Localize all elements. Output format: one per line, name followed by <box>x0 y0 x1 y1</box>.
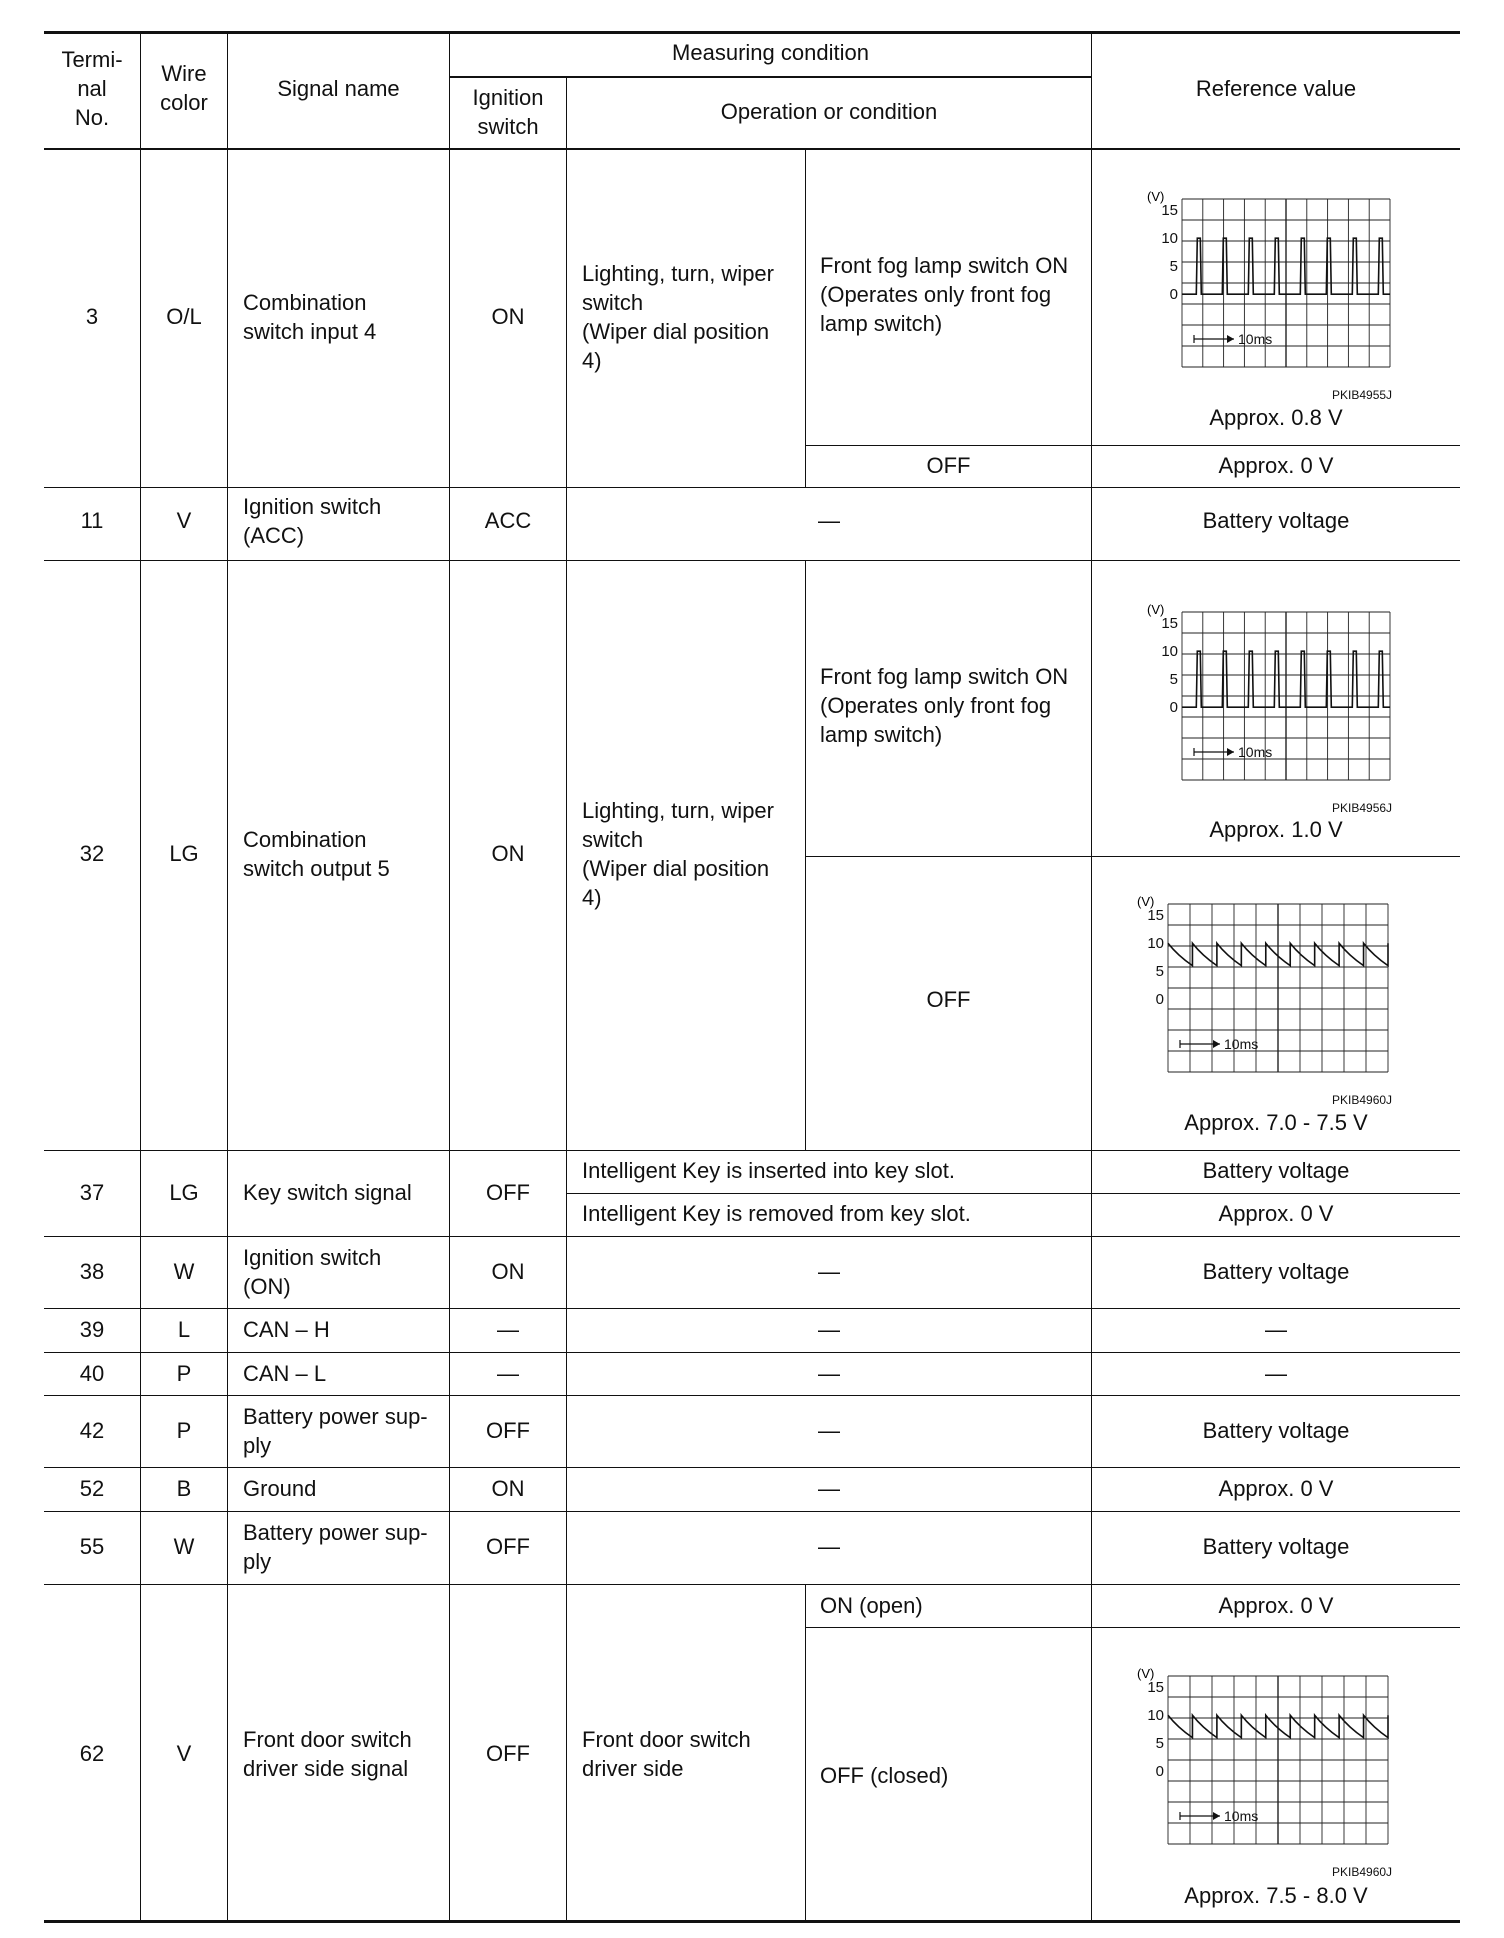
condition-text: Front fog lamp switch ON (Operates only front fog lamp switch) <box>820 664 1069 747</box>
axis-unit: (V) <box>1147 189 1165 204</box>
header-subdivider <box>450 76 1092 78</box>
header-reference-value: Reference value <box>1195 76 1357 101</box>
y-tick-label: 15 <box>1147 1679 1164 1697</box>
signal-name: Ignition switch (ACC) <box>243 494 382 548</box>
condition-text: OFF (closed) <box>820 1763 949 1788</box>
waveform-svg <box>1130 1662 1420 1872</box>
operation-text: — <box>818 508 840 533</box>
operation-text: Lighting, turn, wiper switch (Wiper dial position 4) <box>582 798 774 910</box>
ignition-state: — <box>497 1317 519 1342</box>
reference-value: Approx. 0 V <box>1218 453 1334 478</box>
ignition-state: OFF <box>486 1534 530 1559</box>
y-tick-label: 15 <box>1161 615 1178 633</box>
wire-color: P <box>176 1418 192 1443</box>
column-rule <box>227 31 228 1921</box>
wire-color: B <box>176 1476 192 1501</box>
terminal-no: 40 <box>79 1361 105 1386</box>
y-tick-label: 0 <box>1155 991 1164 1009</box>
row-rule <box>44 1150 1460 1151</box>
y-tick-label: 10 <box>1161 643 1178 661</box>
terminal-no: 39 <box>79 1317 105 1342</box>
signal-name: CAN – H <box>243 1317 330 1342</box>
y-tick-label: 0 <box>1169 699 1178 717</box>
operation-text: Front door switch driver side <box>582 1727 751 1781</box>
header-wire-color: Wire color <box>160 61 208 115</box>
ignition-state: ON <box>491 841 525 866</box>
condition-text: Intelligent Key is inserted into key slot. <box>582 1158 955 1183</box>
figure-code: PKIB4956J <box>1332 801 1393 815</box>
reference-value: Approx. 0 V <box>1218 1593 1334 1618</box>
signal-name: Ignition switch (ON) <box>243 1245 382 1299</box>
y-tick-label: 10 <box>1147 935 1164 953</box>
signal-name: Battery power sup- ply <box>243 1404 428 1458</box>
ignition-state: ACC <box>484 508 532 533</box>
operation-text: — <box>818 1259 840 1284</box>
condition-text: Front fog lamp switch ON (Operates only front fog lamp switch) <box>820 253 1069 336</box>
ignition-state: — <box>497 1361 519 1386</box>
y-tick-label: 15 <box>1161 202 1178 220</box>
terminal-no: 55 <box>79 1534 105 1559</box>
waveform-grid <box>1161 612 1390 780</box>
time-scale-label: 10ms <box>1224 1808 1259 1824</box>
row-rule <box>44 1352 1460 1353</box>
terminal-no: 37 <box>79 1180 105 1205</box>
wire-color: W <box>173 1259 195 1284</box>
row-rule <box>44 1308 1460 1309</box>
wire-color: P <box>176 1361 192 1386</box>
row-rule <box>44 1467 1460 1468</box>
time-scale-marker <box>1227 748 1234 756</box>
terminal-no: 11 <box>80 508 104 533</box>
wire-color: L <box>177 1317 191 1342</box>
header-signal-name: Signal name <box>277 76 400 101</box>
signal-name: Front door switch driver side signal <box>243 1727 412 1781</box>
waveform-grid <box>1147 1676 1388 1844</box>
column-rule <box>805 560 806 1150</box>
operation-text: — <box>818 1534 840 1559</box>
operation-text: — <box>818 1317 840 1342</box>
terminal-no: 62 <box>79 1741 105 1766</box>
condition-text: OFF <box>926 987 971 1012</box>
wire-color: LG <box>169 841 199 866</box>
oscilloscope-waveform <box>1130 890 1420 1107</box>
oscilloscope-waveform <box>1140 185 1420 402</box>
reference-value: Battery voltage <box>1202 1418 1350 1443</box>
reference-value: Approx. 1.0 V <box>1209 817 1343 842</box>
row-rule <box>44 560 1460 561</box>
reference-value: Battery voltage <box>1202 1259 1350 1284</box>
condition-text: Intelligent Key is removed from key slot. <box>582 1201 971 1226</box>
row-rule <box>805 445 1460 446</box>
y-tick-label: 10 <box>1161 230 1178 248</box>
reference-value: Approx. 0.8 V <box>1209 405 1343 430</box>
terminal-no: 42 <box>79 1418 105 1443</box>
waveform-svg <box>1140 185 1420 395</box>
row-rule <box>44 1511 1460 1512</box>
time-scale-label: 10ms <box>1238 331 1273 347</box>
reference-value: Approx. 0 V <box>1218 1201 1334 1226</box>
y-tick-label: 0 <box>1169 286 1178 304</box>
time-scale-marker <box>1213 1040 1220 1048</box>
waveform-svg <box>1130 890 1420 1100</box>
header-operation-or-condition: Operation or condition <box>720 99 938 124</box>
column-rule <box>566 76 567 1921</box>
time-scale-label: 10ms <box>1224 1036 1259 1052</box>
reference-value: Approx. 7.0 - 7.5 V <box>1184 1110 1368 1135</box>
reference-value: Battery voltage <box>1202 508 1350 533</box>
table-bottom-rule <box>44 1920 1460 1923</box>
waveform-grid <box>1147 904 1388 1072</box>
signal-name: Key switch signal <box>243 1180 412 1205</box>
ignition-state: ON <box>491 304 525 329</box>
reference-value: Approx. 0 V <box>1218 1476 1334 1501</box>
time-scale-marker <box>1227 335 1234 343</box>
y-tick-label: 10 <box>1147 1707 1164 1725</box>
waveform-svg <box>1140 598 1420 808</box>
axis-unit: (V) <box>1137 1666 1155 1681</box>
time-scale-label: 10ms <box>1238 744 1273 760</box>
row-rule <box>566 1193 1460 1194</box>
header-measuring-condition: Measuring condition <box>672 40 869 65</box>
row-rule <box>44 1236 1460 1237</box>
signal-name: Combination switch input 4 <box>243 290 377 344</box>
header-ignition-switch: Ignition switch <box>472 85 544 139</box>
terminal-no: 3 <box>85 304 99 329</box>
column-rule <box>1091 31 1092 1921</box>
figure-code: PKIB4960J <box>1332 1093 1393 1107</box>
figure-code: PKIB4960J <box>1332 1865 1393 1879</box>
table-top-rule <box>44 31 1460 34</box>
wire-color: V <box>176 1741 192 1766</box>
signal-name: Ground <box>243 1476 317 1501</box>
reference-value: Battery voltage <box>1202 1534 1350 1559</box>
oscilloscope-waveform <box>1140 598 1420 815</box>
oscilloscope-waveform <box>1130 1662 1420 1879</box>
condition-text: ON (open) <box>820 1593 923 1618</box>
ignition-state: OFF <box>486 1741 530 1766</box>
waveform-grid <box>1161 199 1390 367</box>
y-tick-label: 0 <box>1155 1763 1164 1781</box>
wire-color: LG <box>169 1180 199 1205</box>
reference-value: Approx. 7.5 - 8.0 V <box>1184 1883 1368 1908</box>
wire-color: W <box>173 1534 195 1559</box>
axis-unit: (V) <box>1137 894 1155 909</box>
header-terminal-no: Termi- nal No. <box>61 47 123 130</box>
row-rule <box>44 487 1460 488</box>
row-rule <box>44 1584 1460 1585</box>
figure-code: PKIB4955J <box>1332 388 1393 402</box>
terminal-no: 32 <box>79 841 105 866</box>
reference-value: Battery voltage <box>1202 1158 1350 1183</box>
signal-name: Battery power sup- ply <box>243 1520 428 1574</box>
reference-value: — <box>1265 1317 1287 1342</box>
signal-name: CAN – L <box>243 1361 327 1386</box>
wire-color: O/L <box>166 304 202 329</box>
reference-value: — <box>1265 1361 1287 1386</box>
y-tick-label: 5 <box>1169 671 1178 689</box>
column-rule <box>805 1584 806 1921</box>
column-rule <box>805 148 806 487</box>
operation-text: — <box>818 1418 840 1443</box>
row-rule <box>805 1627 1460 1628</box>
wire-color: V <box>176 508 192 533</box>
operation-text: — <box>818 1476 840 1501</box>
y-tick-label: 15 <box>1147 907 1164 925</box>
row-rule <box>805 856 1460 857</box>
axis-unit: (V) <box>1147 602 1165 617</box>
signal-name: Combination switch output 5 <box>243 827 390 881</box>
row-rule <box>44 1395 1460 1396</box>
ignition-state: ON <box>491 1476 525 1501</box>
terminal-no: 38 <box>79 1259 105 1284</box>
ignition-state: OFF <box>486 1180 530 1205</box>
terminal-no: 52 <box>79 1476 105 1501</box>
header-bottom-rule <box>44 148 1460 150</box>
time-scale-marker <box>1213 1812 1220 1820</box>
ignition-state: ON <box>491 1259 525 1284</box>
operation-text: Lighting, turn, wiper switch (Wiper dial position 4) <box>582 261 774 373</box>
condition-text: OFF <box>926 453 971 478</box>
y-tick-label: 5 <box>1155 963 1164 981</box>
ignition-state: OFF <box>486 1418 530 1443</box>
y-tick-label: 5 <box>1169 258 1178 276</box>
operation-text: — <box>818 1361 840 1386</box>
y-tick-label: 5 <box>1155 1735 1164 1753</box>
